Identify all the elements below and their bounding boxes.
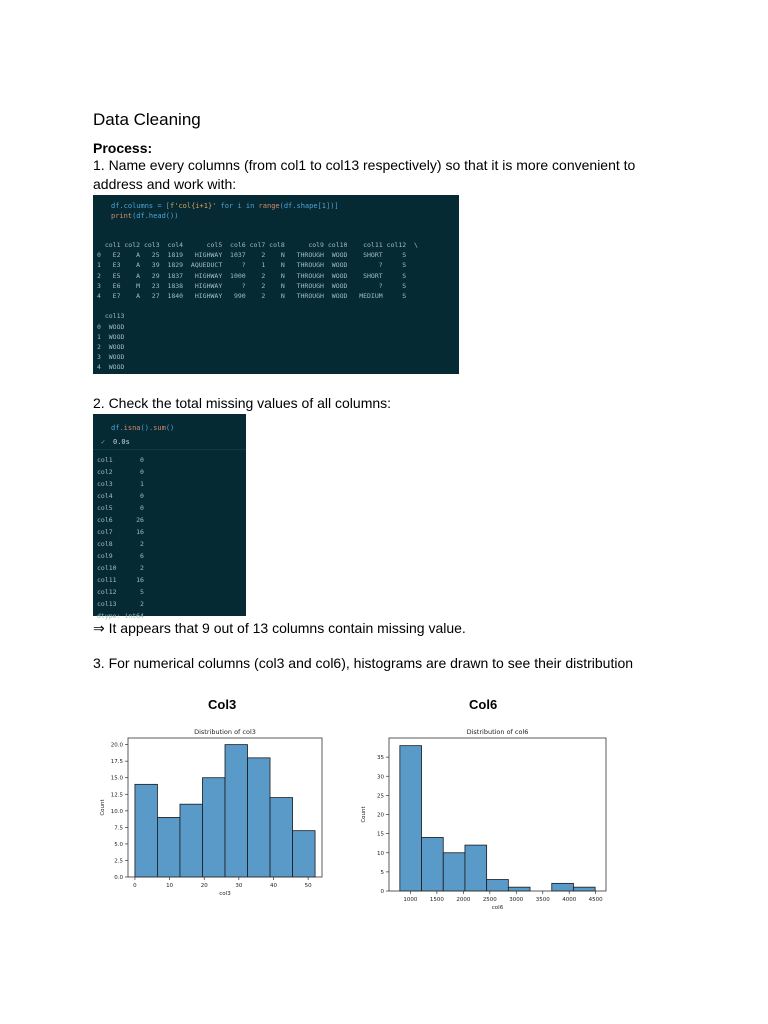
x-tick-label: 30 bbox=[235, 883, 243, 889]
x-tick-label: 0 bbox=[133, 883, 137, 889]
output-line: col13 bbox=[97, 312, 125, 321]
output-line: 4 WOOD bbox=[97, 363, 125, 372]
code-token: i bbox=[237, 202, 246, 210]
page-heading: Data Cleaning bbox=[93, 110, 201, 129]
step1-line1: 1. Name every columns (from col1 to col13 respectively) so that it is more convenient to bbox=[93, 157, 636, 173]
y-tick-label: 0.0 bbox=[114, 875, 123, 881]
histogram-bar bbox=[465, 845, 487, 891]
histogram-bar bbox=[202, 778, 225, 877]
step1-line2: address and work with: bbox=[93, 176, 237, 192]
y-tick-label: 2.5 bbox=[114, 858, 123, 865]
histogram-bar bbox=[248, 758, 271, 877]
y-tick-label: 20 bbox=[377, 812, 384, 819]
code-token: df. bbox=[111, 424, 124, 432]
code-cell-columns bbox=[93, 195, 459, 374]
output-line: col3 1 bbox=[97, 480, 144, 488]
x-tick-label: 4000 bbox=[562, 897, 577, 903]
y-tick-label: 10 bbox=[377, 850, 384, 857]
code-token: df.columns = [ bbox=[111, 202, 171, 210]
output-line: col7 16 bbox=[97, 528, 144, 536]
x-tick-label: 4500 bbox=[588, 897, 603, 903]
code-token: (). bbox=[140, 424, 154, 432]
code-output-head bbox=[97, 240, 418, 373]
step3-text: 3. For numerical columns (col3 and col6), histograms are drawn to see their distribution bbox=[93, 655, 634, 671]
output-line: 2 E5 A 29 1837 HIGHWAY 1000 2 N THROUGH WOOD SHORT S bbox=[97, 271, 407, 280]
x-tick-label: 3000 bbox=[509, 897, 524, 903]
y-tick-label: 17.5 bbox=[110, 759, 123, 766]
histogram-bar bbox=[400, 746, 422, 891]
conclusion-text: ⇒ It appears that 9 out of 13 columns contain missing value. bbox=[93, 620, 466, 636]
output-line: 1 E3 A 39 1829 AQUEDUCT ? 1 N THROUGH WOOD ? S bbox=[97, 261, 407, 270]
output-line: col5 0 bbox=[97, 504, 144, 512]
histogram-bar bbox=[487, 880, 509, 891]
y-tick-label: 10.0 bbox=[110, 808, 123, 815]
code-line-isna bbox=[111, 424, 174, 432]
y-tick-label: 30 bbox=[377, 774, 384, 781]
output-line: col9 6 bbox=[97, 552, 144, 560]
code-output-missing bbox=[97, 454, 144, 622]
x-tick-label: 1000 bbox=[403, 897, 418, 903]
output-line: col1 col2 col3 col4 col5 col6 col7 col8 col9 col10 col11 col12 \ bbox=[97, 241, 418, 249]
output-line: 0 WOOD bbox=[97, 322, 125, 331]
code-token: f'col{i+1}' bbox=[170, 202, 217, 210]
y-axis-label: Count bbox=[361, 806, 367, 823]
x-tick-label: 20 bbox=[200, 883, 208, 889]
process-label: Process: bbox=[93, 140, 153, 156]
y-tick-label: 25 bbox=[377, 793, 384, 800]
y-tick-label: 0 bbox=[380, 889, 384, 895]
histogram-col3 bbox=[100, 725, 330, 897]
code-cell-isna bbox=[93, 414, 246, 620]
output-line: col4 0 bbox=[97, 492, 144, 500]
y-tick-label: 20.0 bbox=[110, 742, 123, 749]
output-line: 0 E2 A 25 1819 HIGHWAY 1037 2 N THROUGH WOOD SHORT S bbox=[97, 251, 407, 260]
y-tick-label: 7.5 bbox=[114, 825, 123, 832]
x-tick-label: 3500 bbox=[535, 897, 550, 903]
histogram-bar bbox=[508, 887, 530, 891]
x-tick-label: 2000 bbox=[456, 897, 471, 903]
y-tick-label: 35 bbox=[377, 755, 384, 762]
code-line-print bbox=[111, 212, 178, 220]
output-line: 3 WOOD bbox=[97, 353, 125, 362]
x-tick-label: 50 bbox=[304, 883, 312, 889]
y-tick-label: 12.5 bbox=[110, 792, 123, 799]
histogram-bar bbox=[552, 883, 574, 891]
code-token: range bbox=[258, 202, 280, 210]
x-tick-label: 1500 bbox=[429, 897, 444, 903]
x-tick-label: 40 bbox=[270, 883, 277, 889]
col6-label: Col6 bbox=[469, 697, 498, 712]
step2-text: 2. Check the total missing values of all columns: bbox=[93, 395, 392, 411]
check-icon: ✓ bbox=[101, 438, 106, 446]
histogram-bar bbox=[225, 745, 248, 877]
histogram-bar bbox=[422, 837, 444, 891]
histogram-col6 bbox=[362, 725, 612, 910]
x-axis-label: col6 bbox=[491, 905, 504, 911]
output-line bbox=[97, 301, 418, 311]
histogram-bar bbox=[180, 804, 203, 877]
output-line: col13 2 bbox=[97, 600, 144, 608]
histogram-bar bbox=[135, 784, 158, 877]
col3-label: Col3 bbox=[208, 697, 237, 712]
histogram-bar bbox=[293, 831, 316, 877]
y-tick-label: 5 bbox=[380, 869, 384, 876]
histogram-bar bbox=[157, 817, 180, 877]
chart-title: Distribution of col3 bbox=[194, 728, 256, 736]
output-line: 3 E6 M 23 1838 HIGHWAY ? 2 N THROUGH WOOD ? S bbox=[97, 281, 407, 290]
code-token: (df.head()) bbox=[132, 212, 179, 220]
code-token: isna bbox=[123, 424, 141, 432]
output-line: col8 2 bbox=[97, 540, 144, 548]
histogram-bar bbox=[573, 887, 595, 891]
code-token: for bbox=[216, 202, 238, 210]
output-line: 1 WOOD bbox=[97, 332, 125, 341]
x-tick-label: 10 bbox=[166, 883, 174, 889]
code-token: () bbox=[165, 424, 175, 432]
y-tick-label: 15.0 bbox=[110, 775, 123, 782]
code-line-rename bbox=[111, 202, 339, 210]
y-axis-label: Count bbox=[100, 799, 106, 816]
exec-time: 0.0s bbox=[113, 438, 130, 446]
output-line: 4 E7 A 27 1840 HIGHWAY 990 2 N THROUGH WOOD MEDIUM S bbox=[97, 292, 407, 301]
output-line: dtype: int64 bbox=[97, 612, 144, 620]
code-token: sum bbox=[153, 424, 166, 432]
x-axis-label: col3 bbox=[219, 891, 231, 897]
output-line: col12 5 bbox=[97, 588, 144, 596]
histogram-bar bbox=[443, 853, 465, 891]
x-tick-label: 2500 bbox=[482, 897, 497, 903]
chart-title: Distribution of col6 bbox=[466, 728, 529, 736]
code-token: (df.shape[1])] bbox=[279, 202, 339, 210]
y-tick-label: 5.0 bbox=[114, 841, 123, 848]
output-line: col2 0 bbox=[97, 468, 144, 476]
output-line: col1 0 bbox=[97, 456, 144, 464]
output-line: col11 16 bbox=[97, 576, 144, 584]
histogram-bar bbox=[270, 798, 293, 877]
output-line: 2 WOOD bbox=[97, 343, 125, 352]
output-line: col6 26 bbox=[97, 516, 144, 524]
code-token: in bbox=[245, 202, 259, 210]
code-token: print bbox=[111, 212, 133, 220]
y-tick-label: 15 bbox=[377, 831, 384, 838]
output-line: col10 2 bbox=[97, 564, 144, 572]
